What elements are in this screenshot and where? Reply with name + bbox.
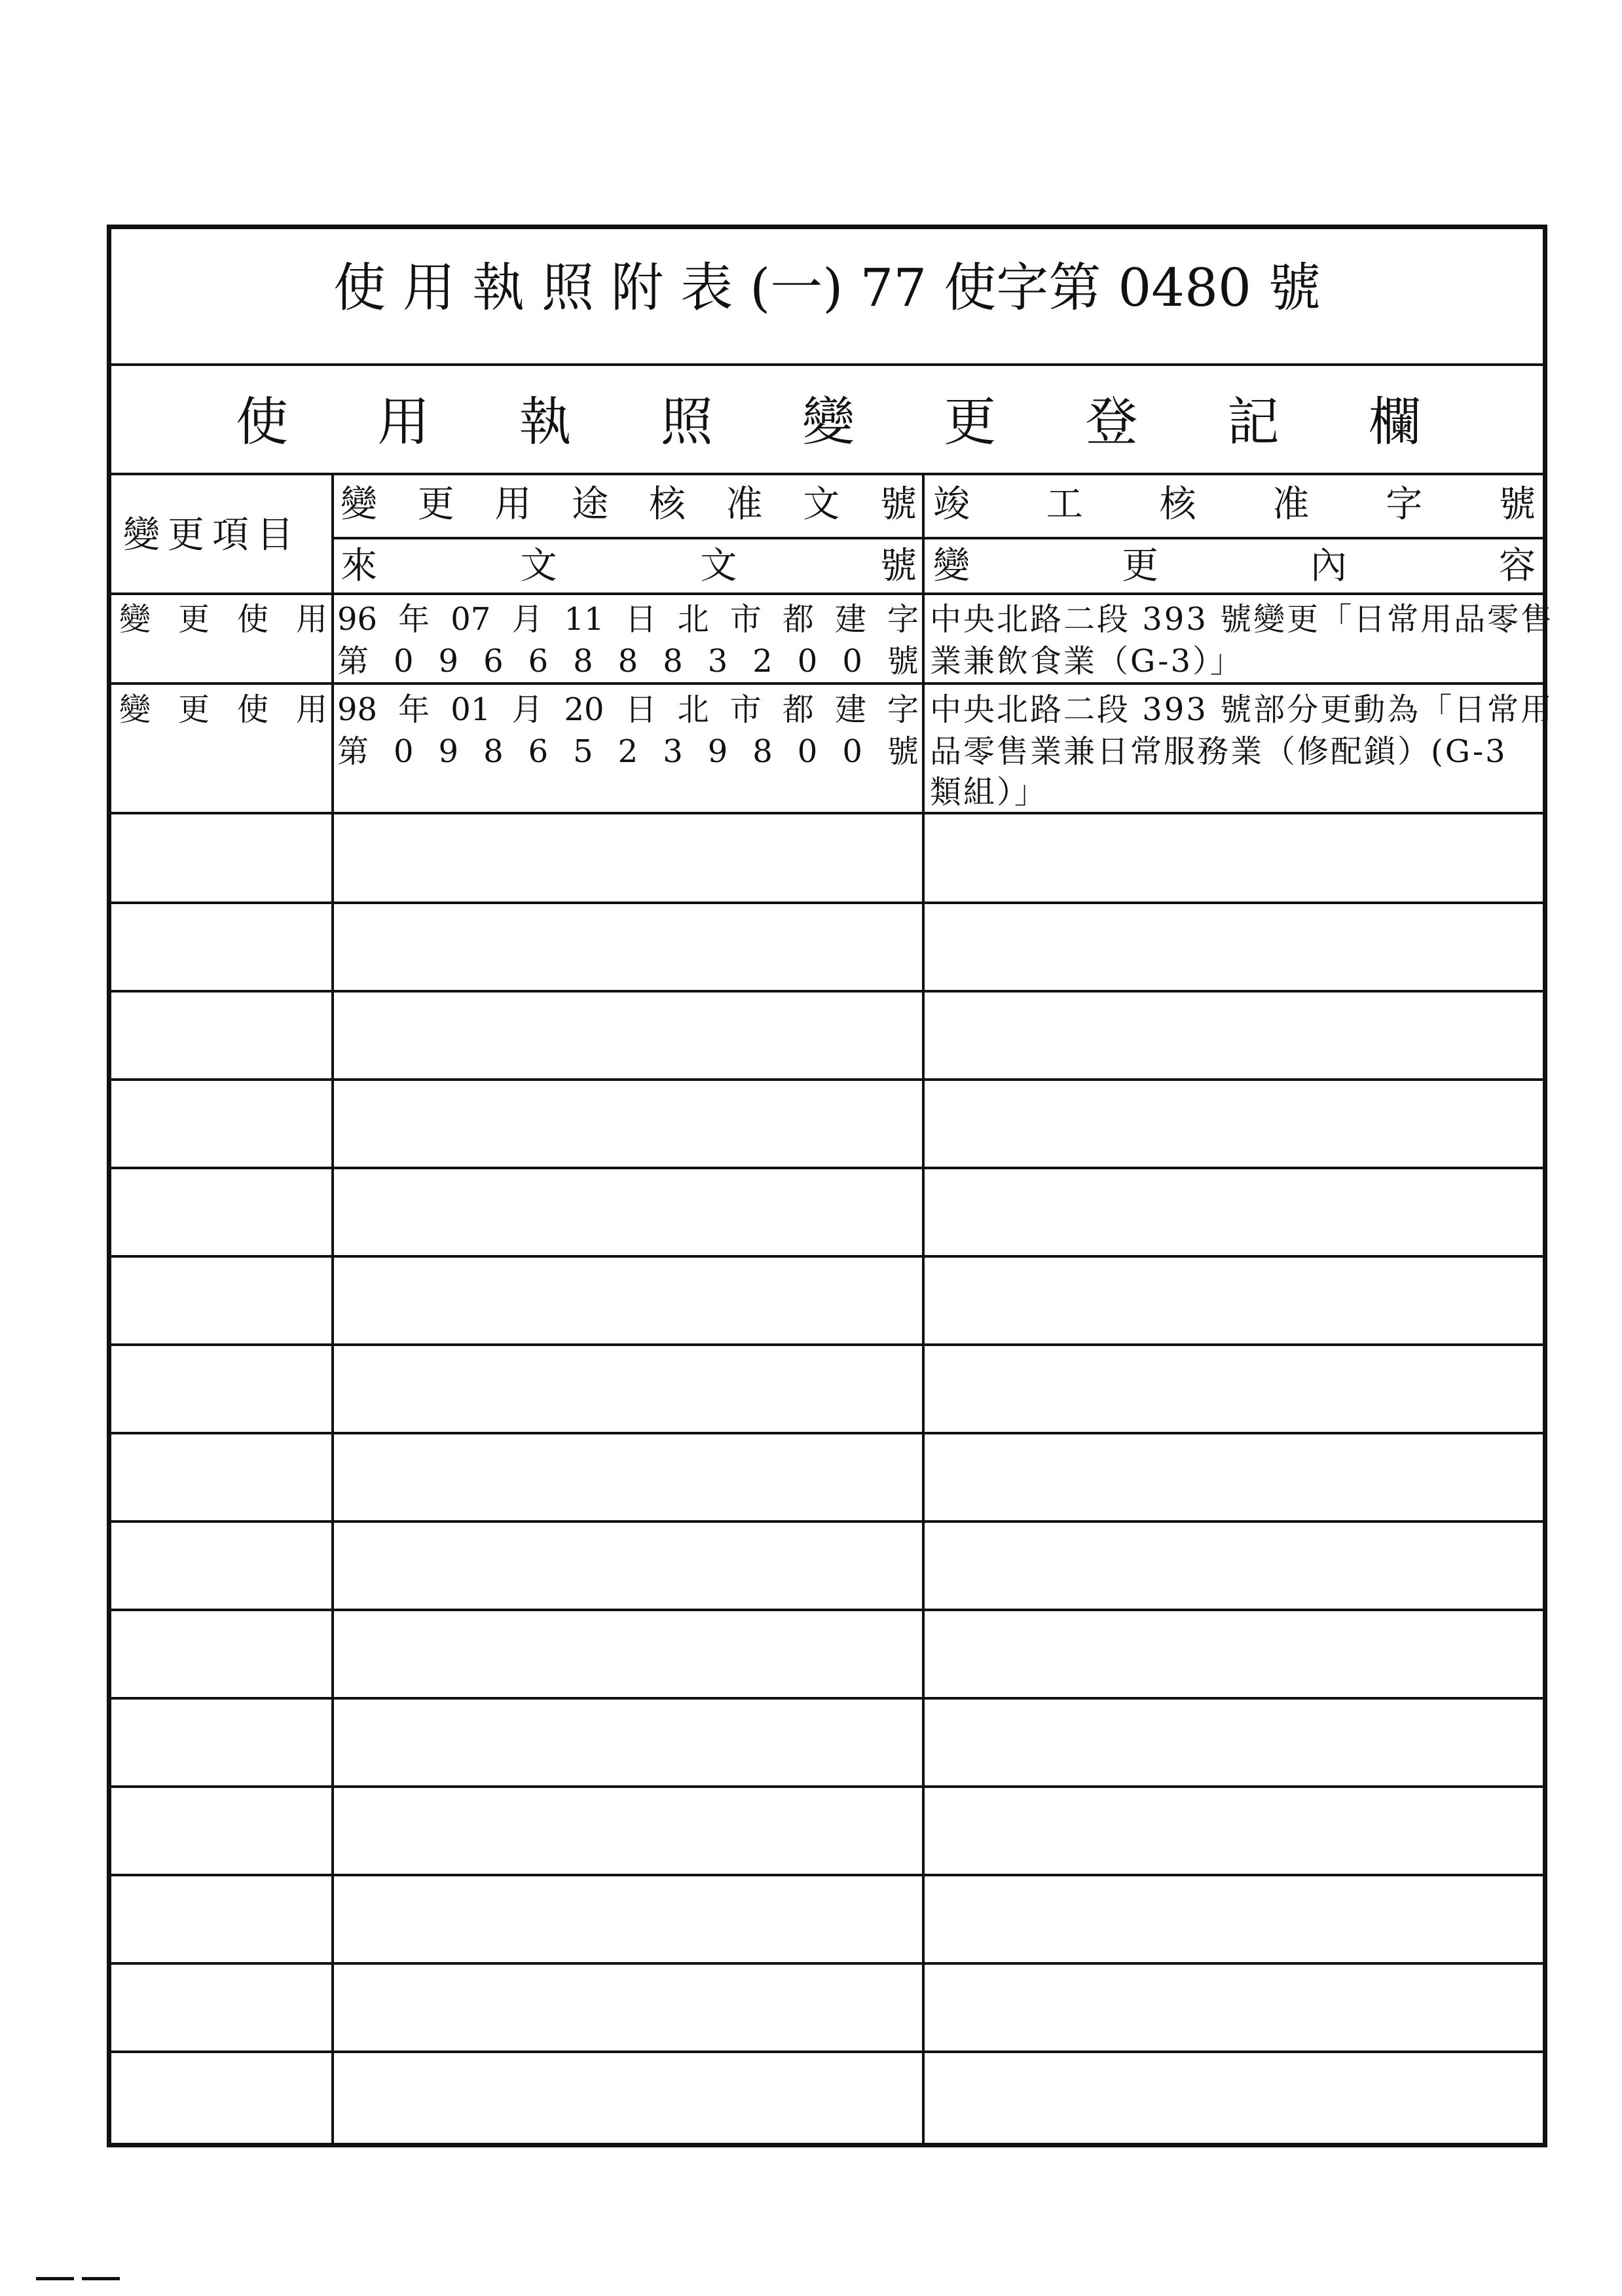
- section-title-char: 更: [944, 392, 997, 452]
- title-part: 77: [860, 257, 927, 318]
- section-title: [236, 392, 1421, 452]
- approval-date-token: 年: [398, 691, 430, 728]
- header-char: 容: [1499, 545, 1536, 587]
- change-item-header: 變更項目: [123, 514, 301, 556]
- header-char: 文: [700, 545, 737, 587]
- rule-row-16: [111, 2050, 1543, 2053]
- approval-number-digit: 6: [528, 643, 549, 680]
- approval-date-token: 北: [677, 601, 709, 638]
- header-char: 更: [417, 483, 454, 526]
- change-content-header: [933, 545, 1536, 587]
- approval-number-digit: 0: [842, 643, 862, 680]
- approval-date-token: 日: [625, 691, 657, 728]
- header-char: 內: [1310, 545, 1347, 587]
- rule-title: [111, 363, 1543, 366]
- row-1-change-item: [119, 601, 327, 638]
- page-edge-mark: [36, 2277, 74, 2280]
- header-char: 工: [1046, 483, 1083, 526]
- approval-number-digit: 8: [663, 643, 683, 680]
- row-2-change-content-line-3: 類組）」: [930, 774, 1048, 811]
- approval-number-digit: 5: [573, 733, 593, 770]
- change-registration-form: [107, 225, 1555, 2147]
- rule-row-5: [111, 1078, 1543, 1081]
- approval-number-digit: 2: [617, 733, 638, 770]
- header-char: 號: [879, 545, 917, 587]
- approval-number-digit: 8: [752, 733, 773, 770]
- approval-date-token: 11: [564, 601, 604, 638]
- header-char: 准: [726, 483, 763, 526]
- header-char: 號: [879, 483, 917, 526]
- approval-date-token: 字: [887, 691, 919, 728]
- title-part: 表: [680, 257, 733, 318]
- approval-number-digit: 0: [797, 733, 818, 770]
- document-title: [111, 257, 1543, 318]
- approval-number-digit: 6: [528, 733, 549, 770]
- header-char: 准: [1272, 483, 1310, 526]
- change-item-char: 用: [295, 691, 327, 728]
- section-title-char: 欄: [1369, 392, 1421, 452]
- section-title-char: 變: [802, 392, 855, 452]
- row-1-approval-number: [337, 643, 919, 680]
- approval-number-digit: 號: [887, 643, 919, 680]
- approval-number-digit: 0: [394, 643, 414, 680]
- row-2-approval-number: [337, 733, 919, 770]
- column-divider-2: [922, 473, 925, 2143]
- header-char: 文: [520, 545, 557, 587]
- approval-number-digit: 8: [573, 643, 593, 680]
- approval-number-digit: 3: [707, 643, 728, 680]
- approval-date-token: 07: [451, 601, 491, 638]
- rule-row-1: [111, 682, 1543, 685]
- approval-number-digit: 0: [797, 643, 818, 680]
- approval-date-token: 月: [511, 601, 544, 638]
- rule-section: [111, 473, 1543, 475]
- title-part: 執: [472, 257, 525, 318]
- page-edge-mark: [82, 2277, 120, 2280]
- title-part: 使字第: [944, 257, 1101, 318]
- change-item-char: 用: [295, 601, 327, 638]
- rule-row-2: [111, 812, 1543, 814]
- approval-date-token: 都: [782, 691, 814, 728]
- header-char: 變: [341, 483, 377, 526]
- section-title-char: 記: [1226, 392, 1280, 452]
- section-title-char: 使: [236, 392, 288, 452]
- approval-date-token: 字: [887, 601, 919, 638]
- approval-date-token: 月: [511, 691, 544, 728]
- approval-date-token: 市: [729, 691, 762, 728]
- rule-row-9: [111, 1432, 1543, 1434]
- approval-date-token: 日: [625, 601, 657, 638]
- rule-row-6: [111, 1167, 1543, 1169]
- rule-row-14: [111, 1874, 1543, 1876]
- approval-date-token: 98: [337, 691, 378, 728]
- title-part: 使: [333, 257, 386, 318]
- approval-number-digit: 9: [438, 733, 459, 770]
- approval-number-digit: 8: [617, 643, 638, 680]
- completion-approval-number-header: [933, 483, 1536, 526]
- title-part: 用: [403, 257, 456, 318]
- approval-date-token: 20: [564, 691, 604, 728]
- change-item-char: 更: [177, 601, 210, 638]
- section-title-char: 執: [519, 392, 572, 452]
- header-char: 核: [1159, 483, 1196, 526]
- title-part: 照: [542, 257, 595, 318]
- title-part: 0480: [1118, 257, 1251, 318]
- rule-row-8: [111, 1343, 1543, 1346]
- approval-date-token: 都: [782, 601, 814, 638]
- title-part: (一): [750, 257, 843, 318]
- header-char: 字: [1386, 483, 1423, 526]
- header-char: 更: [1122, 545, 1158, 587]
- section-title-char: 照: [660, 392, 713, 452]
- header-char: 用: [494, 483, 532, 526]
- rule-row-10: [111, 1520, 1543, 1523]
- header-char: 變: [933, 545, 970, 587]
- approval-number-digit: 0: [842, 733, 862, 770]
- change-item-char: 變: [119, 691, 151, 728]
- approval-number-digit: 2: [752, 643, 773, 680]
- rule-header: [111, 592, 1543, 595]
- section-title-char: 用: [377, 392, 430, 452]
- row-1-change-content-line-2: 業兼飲食業（G-3）」: [930, 643, 1244, 680]
- approval-date-token: 年: [398, 601, 430, 638]
- change-item-char: 使: [236, 691, 268, 728]
- section-title-char: 登: [1085, 392, 1138, 452]
- approval-number-digit: 3: [663, 733, 683, 770]
- row-2-change-item: [119, 691, 327, 728]
- approval-number-digit: 0: [394, 733, 414, 770]
- row-1-approval-date: [337, 601, 919, 638]
- approval-date-token: 01: [451, 691, 491, 728]
- row-2-approval-date: [337, 691, 919, 728]
- rule-row-15: [111, 1962, 1543, 1965]
- rule-subheader: [331, 537, 1543, 539]
- rule-row-12: [111, 1697, 1543, 1700]
- incoming-document-number-header: [341, 545, 917, 587]
- rule-row-4: [111, 990, 1543, 993]
- row-2-change-content-line-1: 中央北路二段 393 號部分更動為「日常用: [930, 691, 1555, 728]
- change-item-char: 更: [177, 691, 210, 728]
- header-char: 號: [1498, 483, 1536, 526]
- header-char: 竣: [933, 483, 970, 526]
- approval-date-token: 建: [834, 601, 866, 638]
- approval-date-token: 市: [729, 601, 762, 638]
- approval-number-digit: 第: [337, 733, 369, 770]
- row-2-change-content-line-2: 品零售業兼日常服務業（修配鎖）(G-3: [930, 733, 1507, 770]
- approval-number-digit: 9: [707, 733, 728, 770]
- column-divider-1: [331, 473, 334, 2143]
- approval-number-digit: 號: [887, 733, 919, 770]
- header-char: 途: [572, 483, 609, 526]
- approval-date-token: 96: [337, 601, 378, 638]
- header-char: 核: [648, 483, 686, 526]
- rule-row-13: [111, 1785, 1543, 1788]
- header-char: 文: [803, 483, 840, 526]
- header-char: 來: [341, 545, 377, 587]
- approval-date-token: 建: [834, 691, 866, 728]
- change-item-char: 使: [236, 601, 268, 638]
- approval-number-digit: 第: [337, 643, 369, 680]
- rule-row-7: [111, 1255, 1543, 1258]
- title-part: 號: [1268, 257, 1321, 318]
- approval-number-digit: 9: [438, 643, 459, 680]
- approval-number-digit: 8: [483, 733, 504, 770]
- approval-date-token: 北: [677, 691, 709, 728]
- rule-row-11: [111, 1609, 1543, 1611]
- approval-number-digit: 6: [483, 643, 504, 680]
- change-item-char: 變: [119, 601, 151, 638]
- approval-number-header: [341, 483, 917, 526]
- title-part: 附: [611, 257, 664, 318]
- rule-row-3: [111, 902, 1543, 904]
- row-1-change-content-line-1: 中央北路二段 393 號變更「日常用品零售: [930, 601, 1555, 638]
